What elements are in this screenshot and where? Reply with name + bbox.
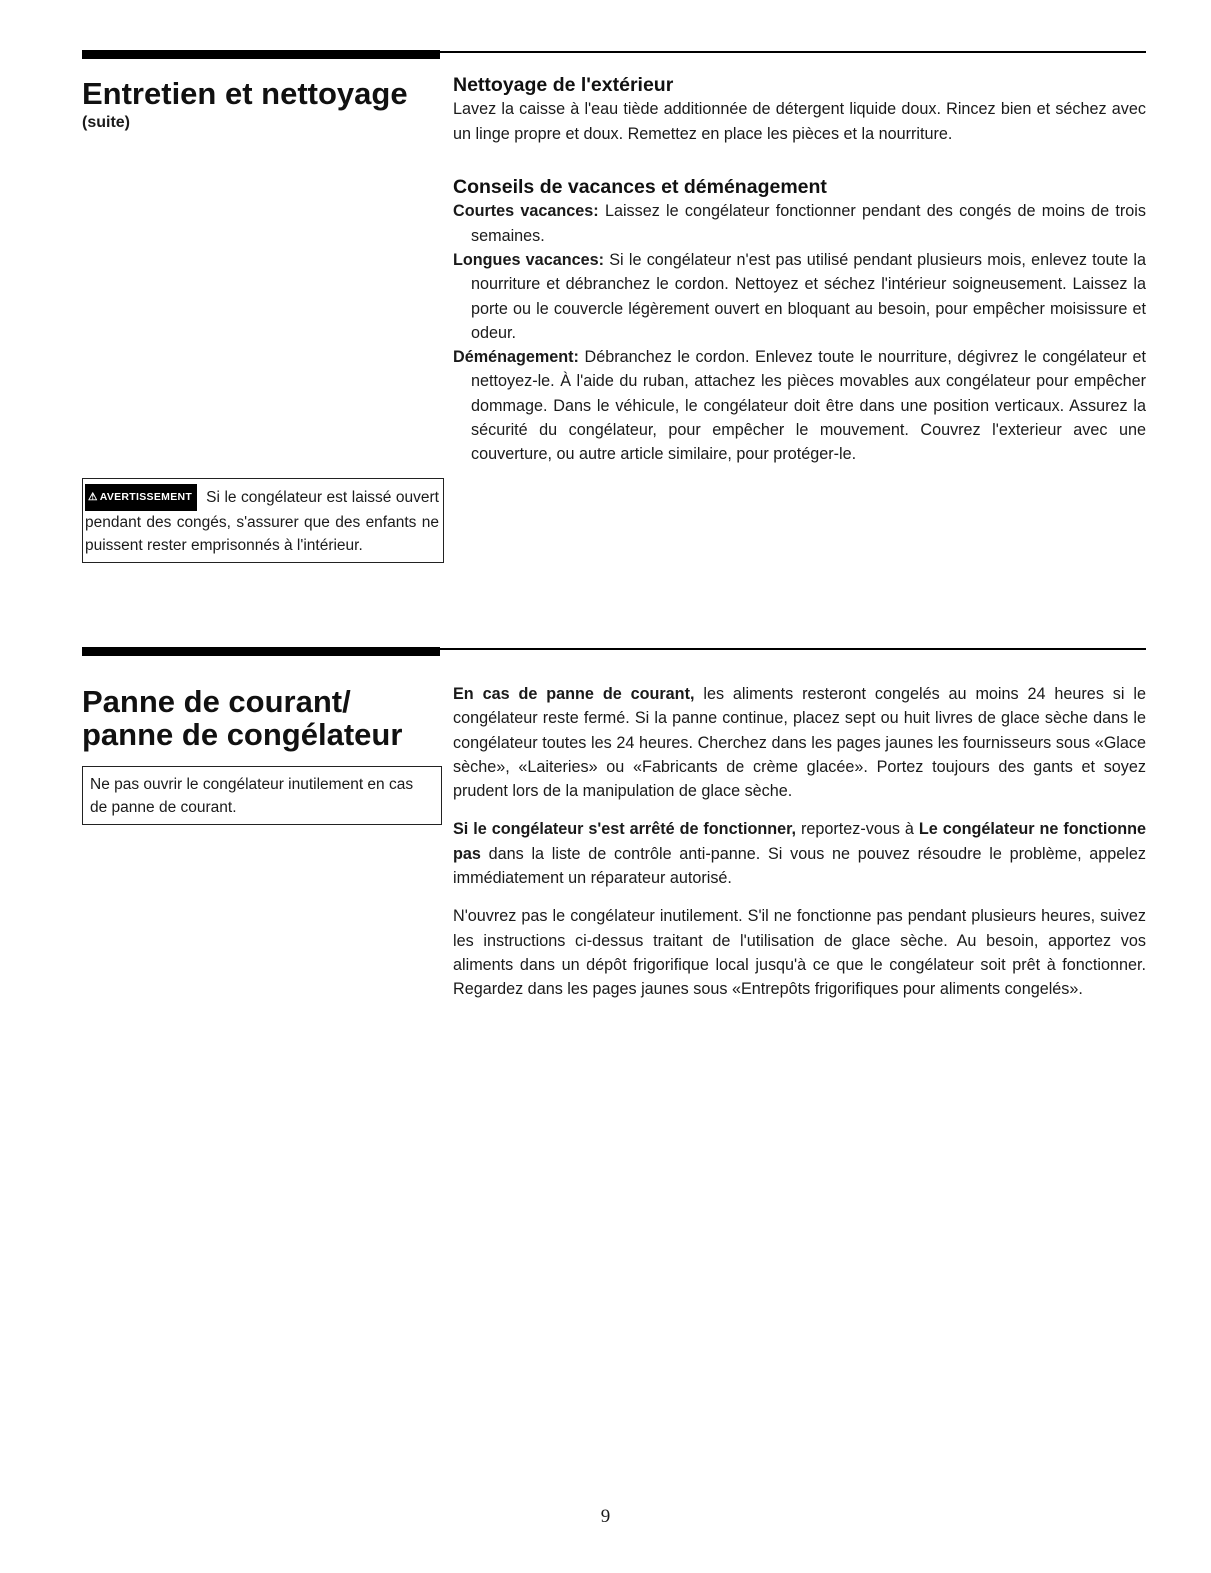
vacation-item-long: Longues vacances: Si le congélateur n'est pas utilisé pendant plusieurs mois, enlevez toute la nourriture et débranchez le cordon. Nettoyez et séchez l'intérieur soigneusement. Laissez la porte ou le couvercle légèrement ouvert en bloquant au besoin, pour empêcher moisissure et odeur.: [453, 250, 1146, 342]
vacation-item-short: Courtes vacances: Laissez le congélateur fonctionner pendant des congés de moins de trois semaines.: [453, 202, 1146, 245]
section-title-block: [82, 685, 442, 752]
section-rule-thin: [440, 51, 1146, 53]
exterior-heading: Nettoyage de l'extérieur: [453, 74, 674, 96]
section-rule-thick: [82, 647, 440, 656]
section-title-line1: Panne de courant/: [82, 684, 351, 719]
section-rule-thin: [440, 648, 1146, 650]
vacation-block: [453, 176, 1146, 467]
vacation-item-moving: Déménagement: Débranchez le cordon. Enlevez toute le nourriture, dégivrez le congélateur et nettoyez-le. À l'aide du ruban, attachez les pièces movables aux congélateur pour empêcher dommage. Dans le véhicule, le congélateur doit être dans une position verticaux. Assurez la sécurité du congélateur, pour empêcher le mouvement. Couvrez l'exterieur avec une couverture, ou autre article similaire, pour protéger-le.: [453, 348, 1146, 464]
exterior-block: [453, 74, 1146, 146]
section-title-line2: panne de congélateur: [82, 717, 403, 753]
warning-badge: ⚠ AVERTISSEMENT: [85, 484, 197, 511]
warning-box: [82, 478, 444, 563]
page-number: 9: [600, 1506, 611, 1527]
paragraph-freezer-stopped: Si le congélateur s'est arrêté de fonctionner, reportez-vous à Le congélateur ne fonctionne pas dans la liste de contrôle anti-panne. Si vous ne pouvez résoudre le problème, appelez immédiatement un réparateur autorisé.: [453, 820, 1147, 888]
vacation-heading: Conseils de vacances et déménagement: [453, 176, 827, 198]
warning-triangle-icon: ⚠: [88, 491, 98, 503]
exterior-text: Lavez la caisse à l'eau tiède additionnée de détergent liquide doux. Rincez bien et séchez avec un linge propre et doux. Remettez en place les pièces et la nourriture.: [453, 100, 1146, 143]
section-rule-thick: [82, 50, 440, 59]
section-subtitle: (suite): [82, 114, 130, 132]
section-title: Entretien et nettoyage: [82, 76, 408, 111]
warning-text: Si le congélateur est laissé ouvert pendant des congés, s'assurer que des enfants ne puissent rester emprisonnés à l'intérieur.: [85, 489, 439, 554]
paragraph-do-not-open: N'ouvrez pas le congélateur inutilement. S'il ne fonctionne pas pendant plusieurs heures, suivez les instructions ci-dessus traitant de l'utilisation de glace sèche. Au besoin, apportez vos aliments dans un dépôt frigorifique local jusqu'à ce que le congélateur soit prêt à fonctionner. Regardez dans les pages jaunes sous «Entrepôts frigorifiques pour aliments congelés».: [453, 907, 1146, 999]
paragraph-power-outage: En cas de panne de courant, les aliments resteront congelés au moins 24 heures si le congélateur reste fermé. Si la panne continue, placez sept ou huit livres de glace sèche dans le congélateur toutes les 24 heures. Cherchez dans les pages jaunes les fournisseurs sous «Glace sèche», «Laiteries» ou «Fabricants de crème glacée». Portez toujours des gants et soyez prudent lors de la manipulation de glace sèche.: [453, 685, 1146, 801]
note-text: Ne pas ouvrir le congélateur inutilement en cas de panne de courant.: [90, 776, 414, 816]
note-box: [82, 766, 442, 825]
power-outage-text: [453, 682, 1146, 1002]
section-title-block: [82, 77, 442, 132]
